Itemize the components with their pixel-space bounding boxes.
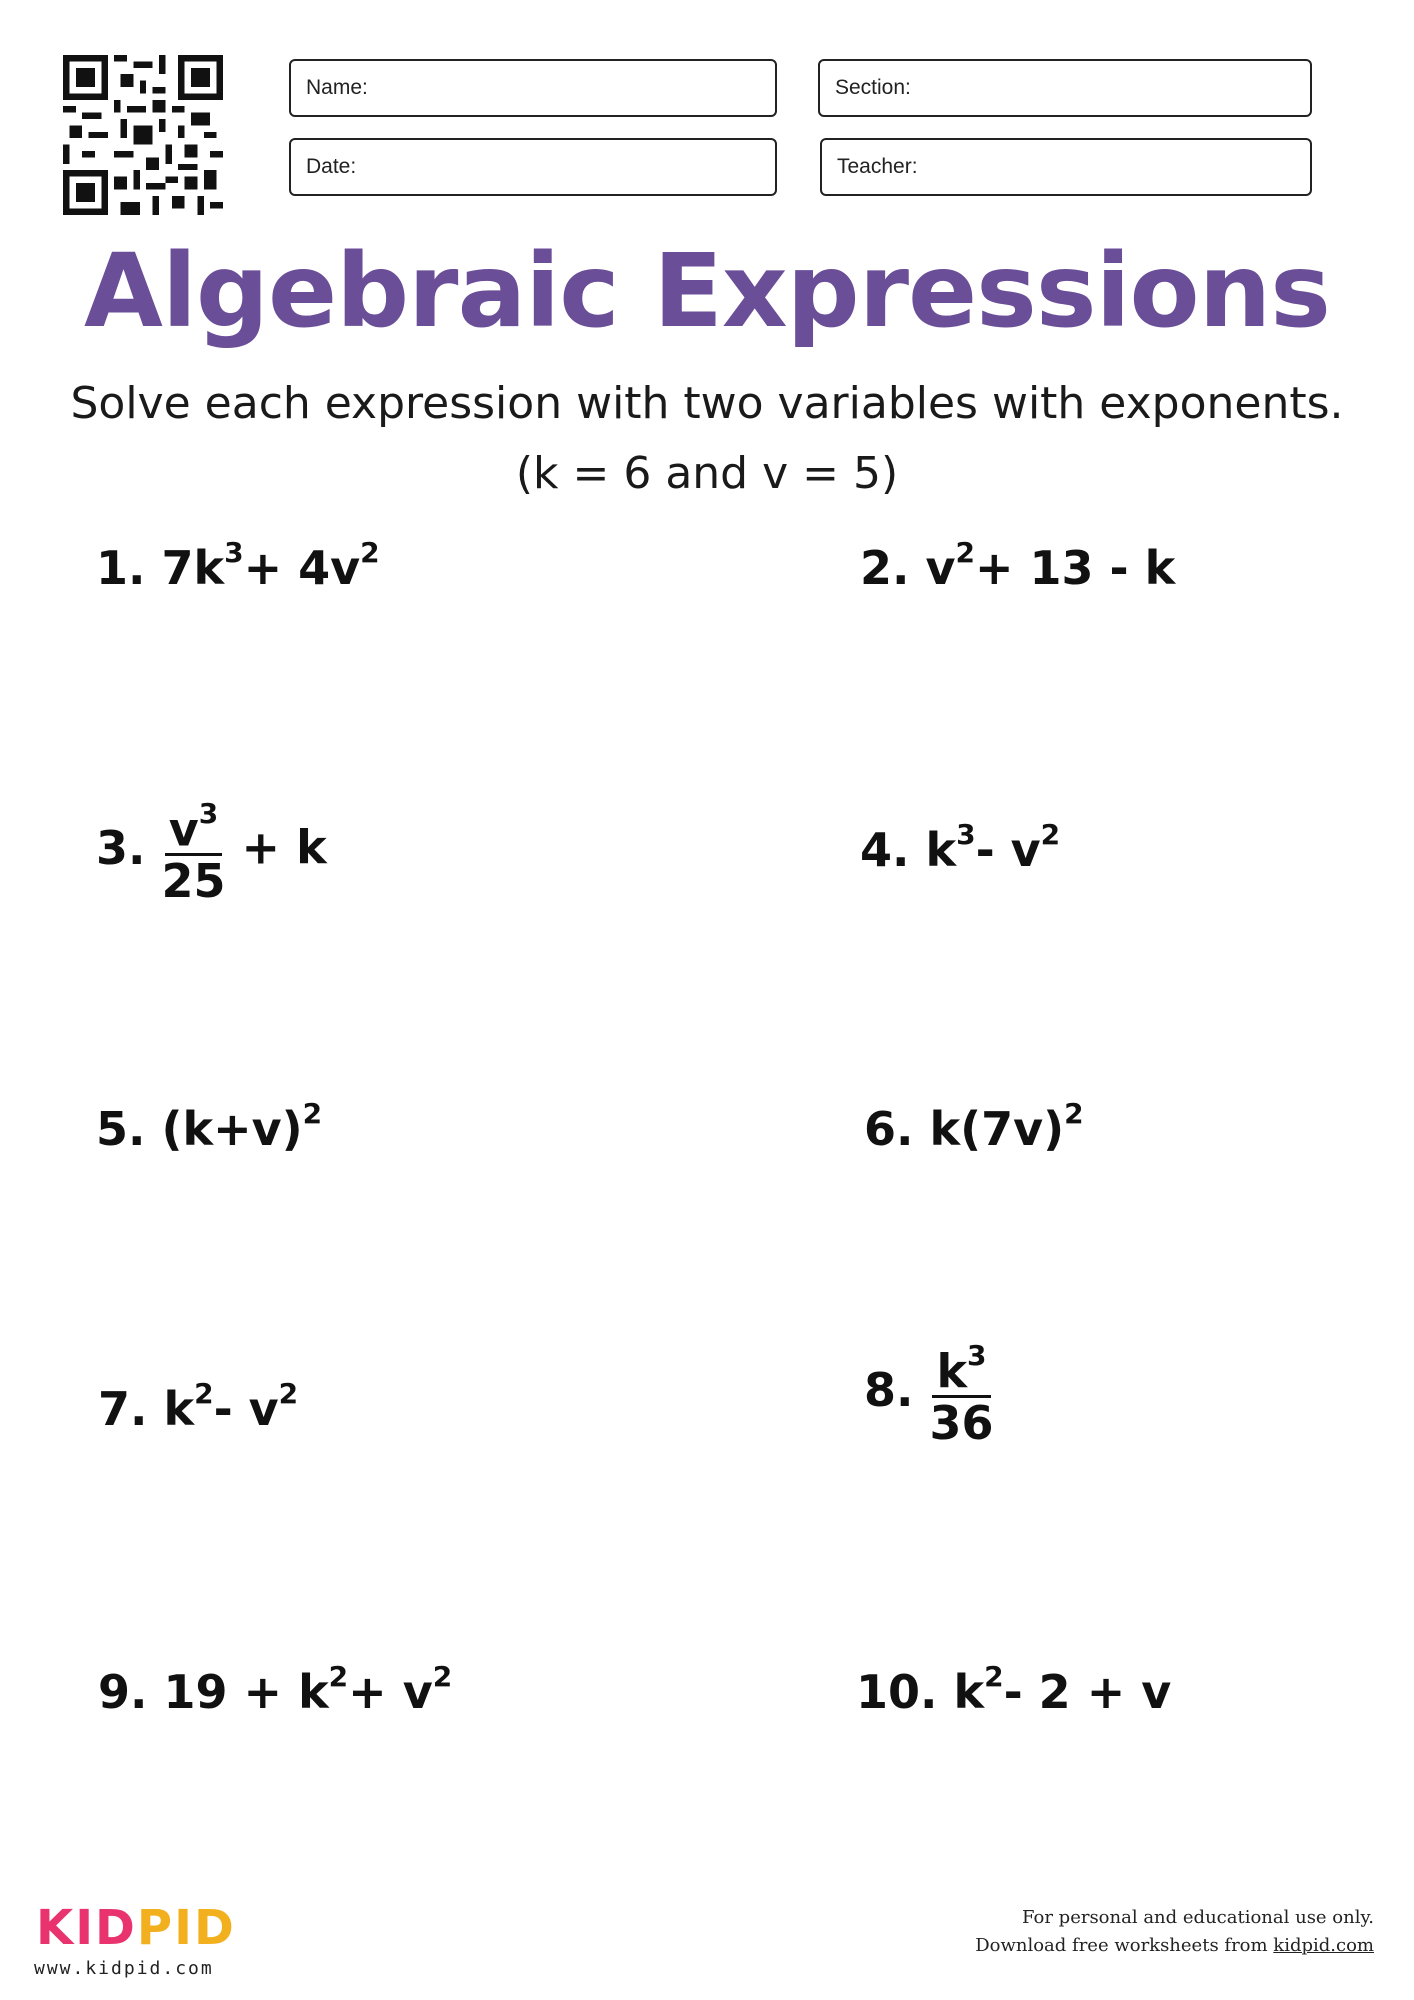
- problem-number: 4.: [860, 823, 910, 877]
- problem-1: [96, 535, 380, 595]
- problem-expression: $(k+v)^2$: [161, 1096, 323, 1156]
- kidpid-link[interactable]: kidpid.com: [1273, 1935, 1374, 1956]
- problem-number: 8.: [864, 1362, 914, 1417]
- instructions-line-2: (k = 6 and v = 5): [515, 448, 899, 499]
- problem-expression: $k^2-$ 2 + v: [953, 1659, 1172, 1719]
- problem-number: 7.: [98, 1382, 148, 1436]
- qr-code-icon: [63, 55, 223, 215]
- problem-expression: $k(7v)^2$: [929, 1096, 1084, 1156]
- usage-note: For personal and educational use only.: [1022, 1907, 1374, 1928]
- fraction: $\frac{k^3}{36}$: [929, 1339, 994, 1451]
- website-url: www.kidpid.com: [34, 1958, 214, 1979]
- section-field[interactable]: [818, 59, 1312, 117]
- problem-expression: $7k^3+ 4v^2$: [161, 535, 380, 595]
- teacher-field[interactable]: [820, 138, 1312, 196]
- problem-10: [856, 1659, 1172, 1719]
- problem-number: 2.: [860, 541, 910, 595]
- problem-9: [98, 1659, 453, 1719]
- problem-number: 1.: [96, 541, 146, 595]
- download-note: Download free worksheets from kidpid.com: [975, 1935, 1374, 1956]
- problem-8: [864, 1338, 994, 1451]
- problem-expression: $19 + k^2+ v^2$: [163, 1659, 453, 1719]
- problem-2: [860, 535, 1176, 595]
- problem-3: [96, 796, 327, 909]
- section-label: Section:: [835, 76, 911, 99]
- kidpid-logo: KIDPID: [36, 1900, 236, 1956]
- date-label: Date:: [306, 155, 357, 178]
- problem-number: 10.: [856, 1665, 938, 1719]
- page-title: Algebraic Expressions: [84, 232, 1330, 351]
- name-field[interactable]: [289, 59, 777, 117]
- problem-6: [864, 1096, 1084, 1156]
- problem-number: 5.: [96, 1102, 146, 1156]
- problem-expression: $v^2+ 13 - k$: [925, 535, 1176, 595]
- teacher-label: Teacher:: [837, 155, 918, 178]
- problem-number: 3.: [96, 820, 146, 875]
- fraction: $\frac{v^3}{25}$: [161, 797, 226, 909]
- problem-number: 9.: [98, 1665, 148, 1719]
- problem-expression: + k: [225, 820, 327, 875]
- instructions-line-1: Solve each expression with two variables with exponents.: [70, 378, 1344, 429]
- problem-expression: $k^3-$ $v^2$: [925, 817, 1061, 877]
- date-field[interactable]: [289, 138, 777, 196]
- problem-expression: $k^2-$ $v^2$: [163, 1376, 299, 1436]
- problem-5: [96, 1096, 323, 1156]
- problem-7: [98, 1376, 299, 1436]
- problem-4: [860, 817, 1061, 877]
- problem-number: 6.: [864, 1102, 914, 1156]
- name-label: Name:: [306, 76, 368, 99]
